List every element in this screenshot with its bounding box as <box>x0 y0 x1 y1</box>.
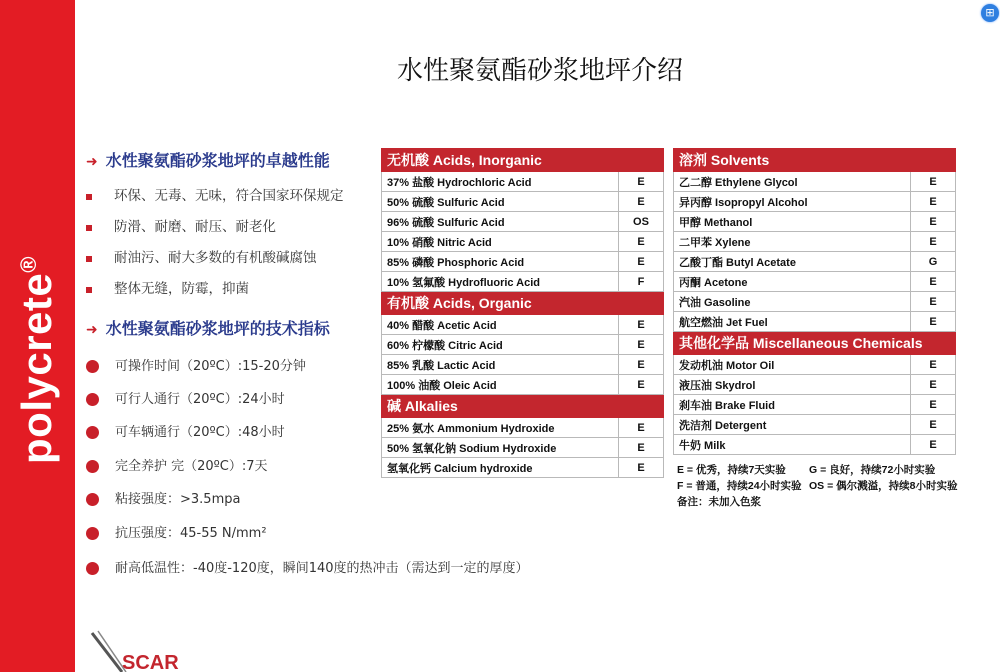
resistance-rating: E <box>911 435 956 455</box>
bullet-dot-icon <box>86 393 99 406</box>
bullet-dot-icon <box>86 562 99 575</box>
resistance-rating: E <box>619 418 664 438</box>
resistance-rating: E <box>911 212 956 232</box>
feature-item: 防滑、耐磨、耐压、耐老化 <box>86 215 276 235</box>
bullet-dot-icon <box>86 460 99 473</box>
table-row <box>382 192 664 212</box>
table-row <box>382 335 664 355</box>
chemical-name: 航空燃油 Jet Fuel <box>674 312 911 332</box>
resistance-rating: E <box>911 312 956 332</box>
page-title: 水性聚氨酯砂浆地坪介绍 <box>396 56 683 86</box>
table-row <box>674 395 956 415</box>
chemical-name: 洗洁剂 Detergent <box>674 415 911 435</box>
section-header-label: 无机酸 Acids, Inorganic <box>382 149 664 172</box>
brand-logo-text: polycrete® <box>13 256 60 464</box>
chemical-name: 60% 柠檬酸 Citric Acid <box>382 335 619 355</box>
resistance-rating: E <box>911 192 956 212</box>
table-row <box>674 212 956 232</box>
bullet-dot-icon <box>86 360 99 373</box>
resistance-rating: E <box>619 192 664 212</box>
resistance-rating: E <box>911 292 956 312</box>
arrow-icon: ➜ <box>86 322 98 338</box>
resistance-rating: E <box>619 438 664 458</box>
feature-item: 耐油污、耐大多数的有机酸碱腐蚀 <box>86 246 317 266</box>
chemical-name: 96% 硫酸 Sulfuric Acid <box>382 212 619 232</box>
company-logo <box>88 625 188 672</box>
spec-item: 可操作时间（20ºC）:15-20分钟 <box>86 355 306 374</box>
chemical-name: 甲醇 Methanol <box>674 212 911 232</box>
chemical-name: 丙酮 Acetone <box>674 272 911 292</box>
chemical-name: 10% 硝酸 Nitric Acid <box>382 232 619 252</box>
chemical-name: 发动机油 Motor Oil <box>674 355 911 375</box>
bullet-icon <box>86 194 92 200</box>
svg-text:SCAR: SCAR <box>122 652 179 672</box>
resistance-rating: E <box>911 355 956 375</box>
resistance-rating: E <box>619 335 664 355</box>
table-row <box>382 252 664 272</box>
spec-item: 抗压强度：45-55 N/mm² <box>86 522 267 541</box>
section-header-label: 碱 Alkalies <box>382 395 664 418</box>
bullet-dot-icon <box>86 426 99 439</box>
resistance-rating: E <box>911 395 956 415</box>
chemical-name: 二甲苯 Xylene <box>674 232 911 252</box>
chemical-resistance-table-right <box>673 148 956 455</box>
bullet-icon <box>86 287 92 293</box>
spec-item: 粘接强度：>3.5mpa <box>86 488 240 507</box>
bullet-dot-icon <box>86 493 99 506</box>
chemical-name: 100% 油酸 Oleic Acid <box>382 375 619 395</box>
bullet-icon <box>86 225 92 231</box>
section-header-label: 其他化学品 Miscellaneous Chemicals <box>674 332 956 355</box>
chemical-name: 25% 氨水 Ammonium Hydroxide <box>382 418 619 438</box>
table-section-header <box>382 149 664 172</box>
resistance-rating: E <box>911 415 956 435</box>
chemical-name: 牛奶 Milk <box>674 435 911 455</box>
spec-item: 可车辆通行（20ºC）:48小时 <box>86 421 285 440</box>
table-row <box>382 172 664 192</box>
table-section-header <box>674 332 956 355</box>
table-row <box>382 375 664 395</box>
chemical-name: 乙酸丁酯 Butyl Acetate <box>674 252 911 272</box>
chemical-name: 10% 氢氟酸 Hydrofluoric Acid <box>382 272 619 292</box>
specs-heading: ➜ 水性聚氨酯砂浆地坪的技术指标 <box>86 319 330 338</box>
resistance-rating: F <box>619 272 664 292</box>
chemical-name: 50% 硫酸 Sulfuric Acid <box>382 192 619 212</box>
chemical-name: 乙二醇 Ethylene Glycol <box>674 172 911 192</box>
arrow-icon: ➜ <box>86 154 98 170</box>
resistance-rating: E <box>619 458 664 478</box>
resistance-rating: E <box>619 315 664 335</box>
resistance-rating: OS <box>619 212 664 232</box>
chemical-name: 刹车油 Brake Fluid <box>674 395 911 415</box>
feature-item: 环保、无毒、无味，符合国家环保规定 <box>86 184 344 204</box>
table-row <box>674 272 956 292</box>
resistance-rating: E <box>619 355 664 375</box>
section-header-label: 溶剂 Solvents <box>674 149 956 172</box>
table-row <box>382 212 664 232</box>
bullet-icon <box>86 256 92 262</box>
table-row <box>674 232 956 252</box>
resistance-rating: E <box>911 375 956 395</box>
chemical-name: 汽油 Gasoline <box>674 292 911 312</box>
section-header-label: 有机酸 Acids, Organic <box>382 292 664 315</box>
table-row <box>382 458 664 478</box>
feature-item: 整体无缝，防霉，抑菌 <box>86 277 249 297</box>
table-row <box>674 435 956 455</box>
chemical-name: 37% 盐酸 Hydrochloric Acid <box>382 172 619 192</box>
chemical-name: 异丙醇 Isopropyl Alcohol <box>674 192 911 212</box>
chemical-name: 40% 醋酸 Acetic Acid <box>382 315 619 335</box>
table-row <box>674 172 956 192</box>
table-row <box>382 438 664 458</box>
spec-item: 完全养护 完（20ºC）:7天 <box>86 455 268 474</box>
spec-item: 耐高低温性：-40度-120度，瞬间140度的热冲击（需达到一定的厚度） <box>86 557 529 576</box>
table-section-header <box>382 395 664 418</box>
chemical-name: 氢氧化钙 Calcium hydroxide <box>382 458 619 478</box>
table-row <box>382 418 664 438</box>
chemical-name: 85% 磷酸 Phosphoric Acid <box>382 252 619 272</box>
chemical-name: 85% 乳酸 Lactic Acid <box>382 355 619 375</box>
features-heading: ➜ 水性聚氨酯砂浆地坪的卓越性能 <box>86 151 330 170</box>
table-row <box>674 252 956 272</box>
resistance-rating: E <box>619 232 664 252</box>
resistance-rating: E <box>911 232 956 252</box>
chemical-name: 液压油 Skydrol <box>674 375 911 395</box>
resistance-rating: E <box>911 272 956 292</box>
table-section-header <box>382 292 664 315</box>
resistance-rating: E <box>619 252 664 272</box>
resistance-rating: E <box>619 172 664 192</box>
table-row <box>674 292 956 312</box>
table-row <box>382 355 664 375</box>
table-row <box>674 192 956 212</box>
table-row <box>382 272 664 292</box>
table-row <box>674 375 956 395</box>
resistance-rating: E <box>619 375 664 395</box>
chemical-name: 50% 氢氧化钠 Sodium Hydroxide <box>382 438 619 458</box>
table-row <box>674 312 956 332</box>
table-row <box>382 315 664 335</box>
spec-item: 可行人通行（20ºC）:24小时 <box>86 388 285 407</box>
resistance-rating: E <box>911 172 956 192</box>
table-row <box>674 415 956 435</box>
chemical-resistance-table-left <box>381 148 664 478</box>
resistance-rating: G <box>911 252 956 272</box>
table-row <box>674 355 956 375</box>
translate-icon[interactable]: ⊞ <box>981 4 999 22</box>
table-row <box>382 232 664 252</box>
bullet-dot-icon <box>86 527 99 540</box>
rating-legend: E = 优秀，持续7天实验 G = 良好，持续72小时实验 F = 普通，持续24小时实验 OS = 偶尔溅溢，持续8小时实验 备注：未加入色浆 <box>677 464 958 508</box>
table-section-header <box>674 149 956 172</box>
